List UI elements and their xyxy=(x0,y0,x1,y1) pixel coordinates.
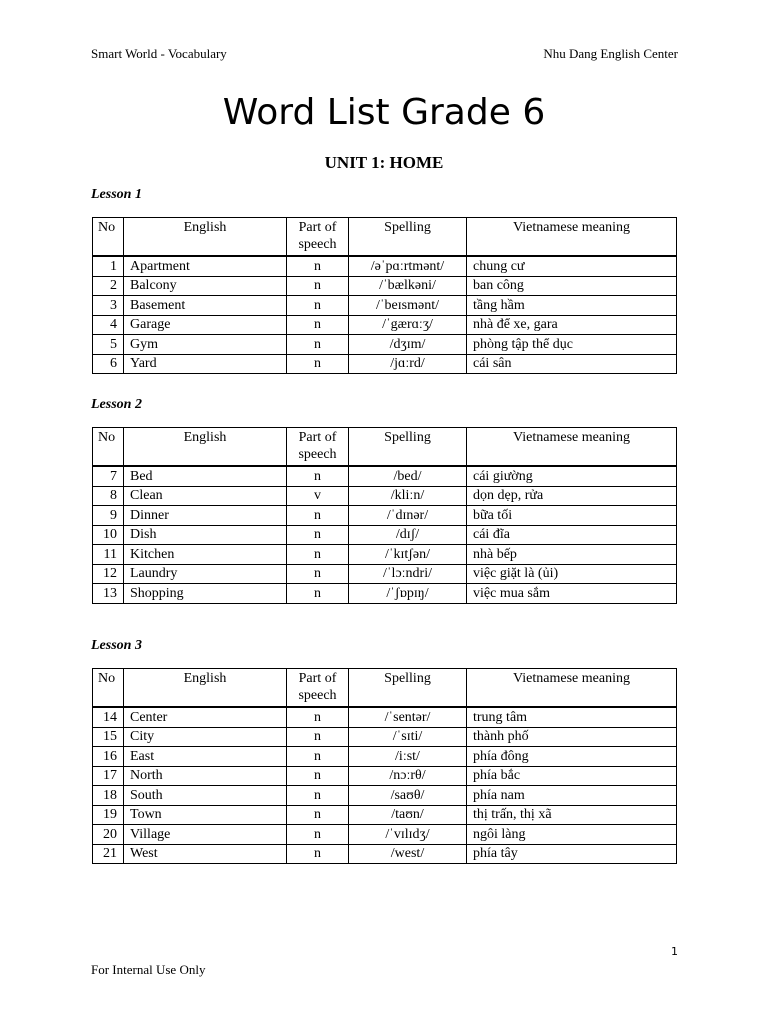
header-vietnamese: Vietnamese meaning xyxy=(467,428,677,467)
cell-part-of-speech: n xyxy=(287,315,349,335)
lesson-1-table xyxy=(92,217,677,374)
cell-spelling: /taʊn/ xyxy=(349,805,467,825)
cell-no: 3 xyxy=(93,296,124,316)
cell-spelling: /ˈsentər/ xyxy=(349,707,467,727)
cell-english: Apartment xyxy=(124,256,287,276)
cell-english: Basement xyxy=(124,296,287,316)
header-english: English xyxy=(124,669,287,708)
table-row xyxy=(93,354,677,374)
cell-english: Yard xyxy=(124,354,287,374)
lesson-1-heading: Lesson 1 xyxy=(91,187,142,202)
cell-english: Garage xyxy=(124,315,287,335)
header-vietnamese: Vietnamese meaning xyxy=(467,218,677,257)
cell-part-of-speech: n xyxy=(287,276,349,296)
table-row xyxy=(93,525,677,545)
cell-english: Town xyxy=(124,805,287,825)
cell-english: Dinner xyxy=(124,506,287,526)
cell-part-of-speech: n xyxy=(287,805,349,825)
header-spelling: Spelling xyxy=(349,428,467,467)
cell-no: 16 xyxy=(93,747,124,767)
cell-no: 21 xyxy=(93,844,124,864)
cell-english: Bed xyxy=(124,466,287,486)
cell-no: 12 xyxy=(93,564,124,584)
cell-no: 20 xyxy=(93,825,124,845)
table-row xyxy=(93,707,677,727)
cell-no: 2 xyxy=(93,276,124,296)
header-no: No xyxy=(93,669,124,708)
header-spelling: Spelling xyxy=(349,218,467,257)
table-row xyxy=(93,786,677,806)
header-english: English xyxy=(124,428,287,467)
cell-part-of-speech: n xyxy=(287,256,349,276)
cell-vietnamese: nhà để xe, gara xyxy=(467,315,677,335)
table-row xyxy=(93,584,677,604)
cell-vietnamese: chung cư xyxy=(467,256,677,276)
header-part-of-speech: Part of speech xyxy=(287,669,349,708)
table-row xyxy=(93,805,677,825)
cell-part-of-speech: n xyxy=(287,747,349,767)
cell-part-of-speech: n xyxy=(287,335,349,355)
table-row xyxy=(93,545,677,565)
cell-vietnamese: dọn dẹp, rửa xyxy=(467,486,677,506)
cell-english: Village xyxy=(124,825,287,845)
footer-text: For Internal Use Only xyxy=(91,962,206,977)
cell-spelling: /kliːn/ xyxy=(349,486,467,506)
cell-part-of-speech: n xyxy=(287,296,349,316)
cell-spelling: /dʒɪm/ xyxy=(349,335,467,355)
cell-no: 7 xyxy=(93,466,124,486)
cell-english: Balcony xyxy=(124,276,287,296)
cell-spelling: /saʊθ/ xyxy=(349,786,467,806)
cell-no: 9 xyxy=(93,506,124,526)
table-row xyxy=(93,276,677,296)
table-row xyxy=(93,506,677,526)
cell-vietnamese: ngôi làng xyxy=(467,825,677,845)
lesson-2-heading: Lesson 2 xyxy=(91,397,142,412)
cell-english: East xyxy=(124,747,287,767)
table-header-row xyxy=(93,428,677,467)
table-row xyxy=(93,844,677,864)
cell-no: 13 xyxy=(93,584,124,604)
cell-no: 17 xyxy=(93,766,124,786)
cell-spelling: /jɑːrd/ xyxy=(349,354,467,374)
cell-spelling: /ˈbælkəni/ xyxy=(349,276,467,296)
cell-vietnamese: cái đĩa xyxy=(467,525,677,545)
cell-vietnamese: việc mua sắm xyxy=(467,584,677,604)
cell-english: Kitchen xyxy=(124,545,287,565)
cell-no: 15 xyxy=(93,727,124,747)
cell-no: 4 xyxy=(93,315,124,335)
cell-english: Shopping xyxy=(124,584,287,604)
cell-vietnamese: trung tâm xyxy=(467,707,677,727)
cell-vietnamese: tầng hầm xyxy=(467,296,677,316)
header-no: No xyxy=(93,428,124,467)
cell-vietnamese: cái giường xyxy=(467,466,677,486)
cell-no: 5 xyxy=(93,335,124,355)
table-row xyxy=(93,825,677,845)
table-row xyxy=(93,727,677,747)
cell-spelling: /ˈlɔːndri/ xyxy=(349,564,467,584)
table-row xyxy=(93,296,677,316)
cell-vietnamese: bữa tối xyxy=(467,506,677,526)
cell-no: 19 xyxy=(93,805,124,825)
table-row xyxy=(93,564,677,584)
lesson-3-table xyxy=(92,668,677,864)
cell-spelling: /iːst/ xyxy=(349,747,467,767)
cell-part-of-speech: n xyxy=(287,707,349,727)
cell-part-of-speech: n xyxy=(287,844,349,864)
cell-no: 14 xyxy=(93,707,124,727)
cell-english: Dish xyxy=(124,525,287,545)
cell-no: 8 xyxy=(93,486,124,506)
cell-spelling: /əˈpɑːrtmənt/ xyxy=(349,256,467,276)
header-english: English xyxy=(124,218,287,257)
table-header-row xyxy=(93,669,677,708)
cell-spelling: /ˈvɪlɪdʒ/ xyxy=(349,825,467,845)
cell-part-of-speech: n xyxy=(287,506,349,526)
table-row xyxy=(93,747,677,767)
header-spelling: Spelling xyxy=(349,669,467,708)
table-row xyxy=(93,466,677,486)
lesson-2-table xyxy=(92,427,677,604)
cell-vietnamese: phòng tập thể dục xyxy=(467,335,677,355)
page-title: Word List Grade 6 xyxy=(222,92,546,133)
cell-spelling: /dɪʃ/ xyxy=(349,525,467,545)
cell-part-of-speech: n xyxy=(287,584,349,604)
cell-vietnamese: nhà bếp xyxy=(467,545,677,565)
cell-part-of-speech: n xyxy=(287,466,349,486)
lesson-3-heading: Lesson 3 xyxy=(91,638,142,653)
cell-vietnamese: việc giặt là (ủi) xyxy=(467,564,677,584)
header-part-of-speech: Part of speech xyxy=(287,428,349,467)
cell-vietnamese: thành phố xyxy=(467,727,677,747)
header-part-of-speech: Part of speech xyxy=(287,218,349,257)
table-row xyxy=(93,766,677,786)
cell-english: Gym xyxy=(124,335,287,355)
cell-no: 18 xyxy=(93,786,124,806)
cell-part-of-speech: v xyxy=(287,486,349,506)
cell-spelling: /ˈdɪnər/ xyxy=(349,506,467,526)
page-number: 1 xyxy=(671,945,678,958)
cell-vietnamese: phía đông xyxy=(467,747,677,767)
header-left: Smart World - Vocabulary xyxy=(91,46,227,61)
header-vietnamese: Vietnamese meaning xyxy=(467,669,677,708)
unit-heading: UNIT 1: HOME xyxy=(324,153,444,172)
cell-english: West xyxy=(124,844,287,864)
table-row xyxy=(93,335,677,355)
cell-part-of-speech: n xyxy=(287,786,349,806)
table-header-row xyxy=(93,218,677,257)
cell-no: 10 xyxy=(93,525,124,545)
cell-no: 6 xyxy=(93,354,124,374)
cell-vietnamese: phía nam xyxy=(467,786,677,806)
cell-spelling: /ˈʃɒpɪŋ/ xyxy=(349,584,467,604)
cell-spelling: /west/ xyxy=(349,844,467,864)
cell-vietnamese: cái sân xyxy=(467,354,677,374)
cell-english: City xyxy=(124,727,287,747)
cell-part-of-speech: n xyxy=(287,525,349,545)
table-row xyxy=(93,486,677,506)
cell-no: 11 xyxy=(93,545,124,565)
cell-part-of-speech: n xyxy=(287,354,349,374)
header-no: No xyxy=(93,218,124,257)
cell-english: South xyxy=(124,786,287,806)
table-row xyxy=(93,256,677,276)
cell-english: North xyxy=(124,766,287,786)
cell-no: 1 xyxy=(93,256,124,276)
cell-vietnamese: phía tây xyxy=(467,844,677,864)
cell-vietnamese: thị trấn, thị xã xyxy=(467,805,677,825)
cell-part-of-speech: n xyxy=(287,564,349,584)
cell-english: Clean xyxy=(124,486,287,506)
cell-vietnamese: ban công xyxy=(467,276,677,296)
cell-spelling: /ˈsɪti/ xyxy=(349,727,467,747)
cell-spelling: /nɔːrθ/ xyxy=(349,766,467,786)
cell-spelling: /ˈkɪtʃən/ xyxy=(349,545,467,565)
cell-english: Laundry xyxy=(124,564,287,584)
cell-vietnamese: phía bắc xyxy=(467,766,677,786)
cell-part-of-speech: n xyxy=(287,727,349,747)
cell-english: Center xyxy=(124,707,287,727)
cell-spelling: /ˈbeɪsmənt/ xyxy=(349,296,467,316)
table-row xyxy=(93,315,677,335)
cell-spelling: /bed/ xyxy=(349,466,467,486)
cell-part-of-speech: n xyxy=(287,545,349,565)
cell-part-of-speech: n xyxy=(287,825,349,845)
cell-part-of-speech: n xyxy=(287,766,349,786)
header-right: Nhu Dang English Center xyxy=(543,46,678,61)
cell-spelling: /ˈgærɑːʒ/ xyxy=(349,315,467,335)
